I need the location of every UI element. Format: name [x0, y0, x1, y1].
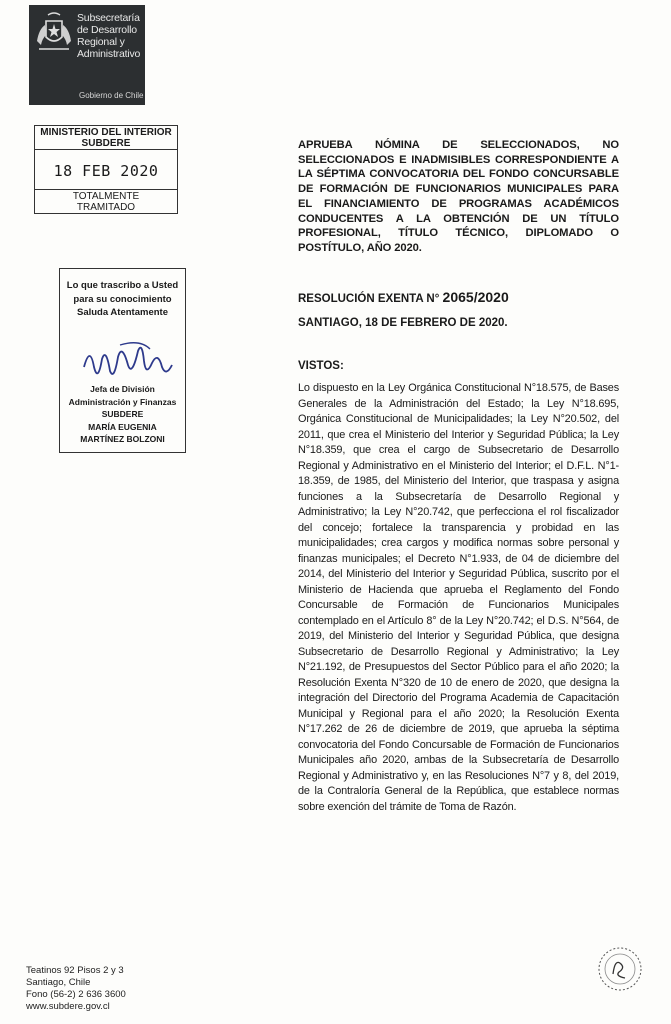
- stamp-line: Jefa de División: [90, 384, 155, 394]
- received-stamp: [34, 125, 178, 214]
- stamp-line: MARÍA EUGENIA: [88, 421, 157, 432]
- stamp-line: Administración y Finanzas: [68, 396, 177, 407]
- chile-coat-of-arms-icon: [33, 11, 75, 55]
- stamp-date: 18 FEB 2020: [53, 162, 159, 180]
- footer-line: Fono (56-2) 2 636 3600: [26, 989, 126, 1000]
- stamp-transcribe-text: [60, 279, 185, 320]
- stamp-line: para su conocimiento: [73, 293, 172, 305]
- stamp-line: Lo que trascribo a Usted: [66, 280, 179, 291]
- footer-address: [26, 965, 126, 1013]
- subdere-logo: [29, 5, 145, 105]
- transcribe-stamp: [59, 268, 186, 453]
- vistos-body: Lo dispuesto en la Ley Orgánica Constitucional N°18.575, de Bases Generales de la Administración del Estado; la Ley N°18.695, Orgánica Constitucional de Municipalidades; la Ley N°20.502, del 2011, que crea el Ministerio del Interior y Seguridad Pública; la Ley N°18.359, que crea el cargo de Subsecretario de Desarrollo Regional y Administrativo en el Ministerio del Interior; el D.F.L. N°1-18.359, de 1985, del Ministerio del Interior, que traspasa y asigna funciones a la Subsecretaría de Desarrollo Regional y Administrativo; la Ley N°20.742, que perfecciona el rol fiscalizador del concejo; fortalece la transparencia y probidad en las municipalidades; crea cargos y modifica normas sobre personal y finanzas municipales; el Decreto N°1.933, de 04 de diciembre del 2014, del Ministerio del Interior y Seguridad Pública, suscrito por el Ministerio de Hacienda que aprueba el Reglamento del Fondo Concursable de Formación de Funcionarios Municipales contemplado en el Artículo 8° de la Ley N°20.742; el D.S. N°564, de 2019, del Ministerio del Interior y Seguridad Pública, que designa Subsecretario de Desarrollo Regional y Administrativo; la Ley N°21.192, de Presupuestos del Sector Público para el año 2020; la Resolución Exenta N°320 de 10 de enero de 2020, que designa la integración del Directorio del Programa Academia de Capacitación Municipal y Regional para el año 2020; la Resolución Exenta N°17.262 de 26 de diciembre de 2019, que aprueba la séptima convocatoria del Fondo Concursable de Formación de Funcionarios Municipales año 2020, ambas de la Subsecretaría de Desarrollo Regional y Administrativo y, en las Resoluciones N°7 y 8, del 2019, de la Contraloría General de la República, que establece normas sobre exención del trámite de Toma de Razón.: [298, 382, 619, 813]
- logo-gobierno: Gobierno de Chile: [79, 91, 144, 100]
- resolution-label: RESOLUCIÓN EXENTA N°: [298, 293, 440, 305]
- resolution-number: 2065/2020: [442, 289, 509, 305]
- stamp-ministry: MINISTERIO DEL INTERIOR: [40, 127, 172, 138]
- stamp-subdere: SUBDERE: [35, 138, 177, 150]
- footer-line: Teatinos 92 Pisos 2 y 3: [26, 965, 124, 976]
- logo-org-name: [77, 12, 140, 60]
- resolution-line: [298, 289, 509, 305]
- stamp-line: SUBDERE: [101, 409, 144, 419]
- logo-line: Regional y: [77, 36, 125, 48]
- stamp-signatory: [60, 383, 185, 446]
- footer-link[interactable]: www.subdere.gov.cl: [26, 1001, 110, 1012]
- stamp-line: Saluda Atentamente: [77, 307, 168, 318]
- stamp-status-line: TOTALMENTE: [72, 191, 140, 202]
- footer-line: Santiago, Chile: [26, 977, 91, 988]
- logo-line: Subsecretaría: [77, 12, 140, 24]
- stamp-status: [35, 189, 177, 213]
- stamp-line: MARTÍNEZ BOLZONI: [80, 434, 165, 444]
- place-date: SANTIAGO, 18 DE FEBRERO DE 2020.: [298, 317, 508, 329]
- logo-line: Administrativo: [77, 48, 141, 60]
- stamp-status-line: TRAMITADO: [76, 202, 136, 213]
- round-seal-icon: [597, 946, 643, 992]
- logo-line: de Desarrollo: [77, 24, 137, 36]
- document-title: APRUEBA NÓMINA DE SELECCIONADOS, NO SELECCIONADOS E INADMISIBLES CORRESPONDIENTE A LA SÉPTIMA CONVOCATORIA DEL FONDO CONCURSABLE DE FORMACIÓN DE FUNCIONARIOS MUNICIPALES PARA EL FINANCIAMIENTO DE PROGRAMAS ACADÉMICOS CONDUCENTES A LA OBTENCIÓN DE UN TÍTULO PROFESIONAL, TÍTULO TÉCNICO, DIPLOMADO O POSTÍTULO, AÑO 2020.: [298, 139, 619, 254]
- vistos-heading: VISTOS:: [298, 360, 344, 372]
